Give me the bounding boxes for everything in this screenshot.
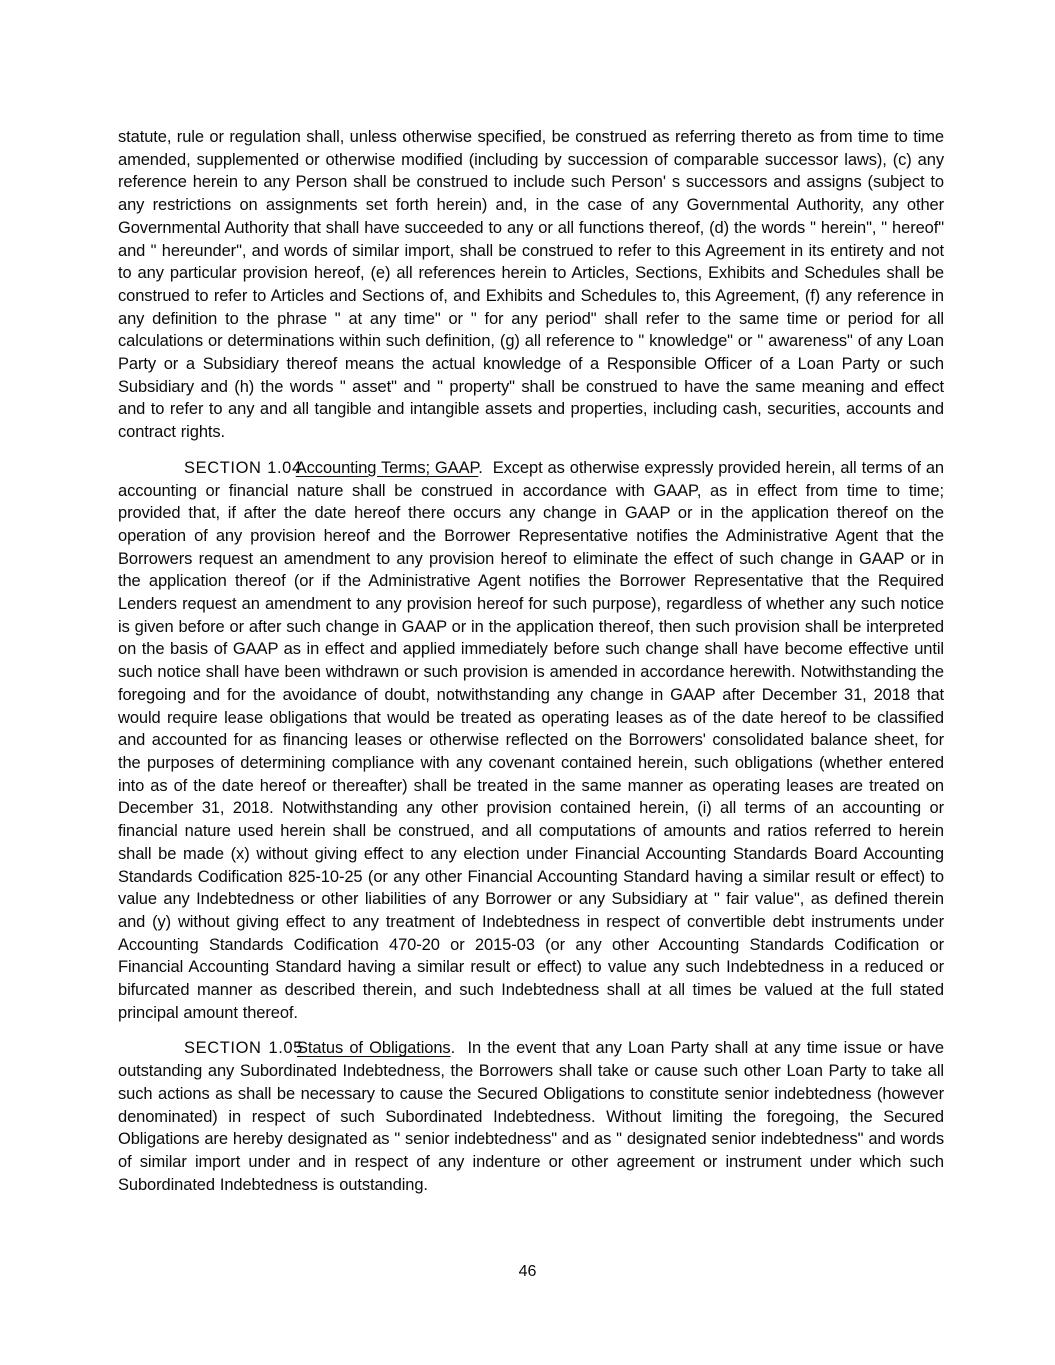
section-1-05-heading: Status of Obligations: [296, 1039, 451, 1058]
paragraph-section-1-04: [118, 457, 944, 1025]
section-1-04-heading-period: .: [478, 458, 483, 477]
section-1-04-heading: Accounting Terms; GAAP: [295, 458, 479, 477]
section-1-04-text: Except as otherwise expressly provided herein, all terms of an accounting or financial nature shall be construed in accordance with GAAP, as in effect from time to time; provided that, if after the date hereof there occurs any change in GAAP or in the application thereof on the operation of any provision hereof and the Borrower Representative notifies the Administrative Agent that the Borrowers request an amendment to any provision hereof to eliminate the effect of such change in GAAP or in the application thereof (or if the Administrative Agent notifies the Borrower Representative that the Required Lenders request an amendment to any provision hereof for such purpose), regardless of whether any such notice is given before or after such change in GAAP or in the application thereof, then such provision shall be interpreted on the basis of GAAP as in effect and applied immediately before such change shall have become effective until such notice shall have been withdrawn or such provision is amended in accordance herewith. Notwithstanding the foregoing and for the avoidance of doubt, notwithstanding any change in GAAP after December 31, 2018 that would require lease obligations that would be treated as operating leases as of the date hereof to be classified and accounted for as financing leases or otherwise reflected on the Borrowers' consolidated balance sheet, for the purposes of determining compliance with any covenant contained herein, such obligations (whether entered into as of the date hereof or thereafter) shall be treated in the same manner as operating leases are treated on December 31, 2018. Notwithstanding any other provision contained herein, (i) all terms of an accounting or financial nature used herein shall be construed, and all computations of amounts and ratios referred to herein shall be made (x) without giving effect to any election under Financial Accounting Standards Board Accounting Standards Codification 825-10-25 (or any other Financial Accounting Standard having a similar result or effect) to value any Indebtedness or other liabilities of any Borrower or any Subsidiary at " fair value", as defined therein and (y) without giving effect to any treatment of Indebtedness in respect of convertible debt instruments under Accounting Standards Codification 470-20 or 2015-03 (or any other Accounting Standards Codification or Financial Accounting Standard having a similar result or effect) to value any such Indebtedness in a reduced or bifurcated manner as described therein, and such Indebtedness shall at all times be valued at the full stated principal amount thereof.: [118, 458, 945, 1022]
document-body: [118, 126, 944, 1209]
section-1-04-label: SECTION 1.04: [184, 458, 302, 477]
paragraph-section-1-05: [118, 1037, 944, 1196]
section-1-05-label: SECTION 1.05: [184, 1039, 303, 1058]
section-1-05-heading-period: .: [450, 1039, 456, 1058]
page-number: 46: [518, 1263, 537, 1280]
section-1-05-text: In the event that any Loan Party shall at any time issue or have outstanding any Subordinated Indebtedness, the Borrowers shall take or cause such other Loan Party to take all such actions as shall be necessary to cause the Secured Obligations to constitute senior indebtedness (however denominated) in respect of such Subordinated Indebtedness. Without limiting the foregoing, the Secured Obligations are hereby designated as " senior indebtedness" and as " designated senior indebtedness" and words of similar import under and in respect of any indenture or other agreement or instrument under which such Subordinated Indebtedness is outstanding.: [118, 1039, 944, 1194]
paragraph-continuation: statute, rule or regulation shall, unless otherwise specified, be construed as referring thereto as from time to time amended, supplemented or otherwise modified (including by succession of comparable successor laws), (c) any reference herein to any Person shall be construed to include such Person' s successors and assigns (subject to any restrictions on assignments set forth herein) and, in the case of any Governmental Authority, any other Governmental Authority that shall have succeeded to any or all functions thereof, (d) the words " herein", " hereof" and " hereunder", and words of similar import, shall be construed to refer to this Agreement in its entirety and not to any particular provision hereof, (e) all references herein to Articles, Sections, Exhibits and Schedules shall be construed to refer to Articles and Sections of, and Exhibits and Schedules to, this Agreement, (f) any reference in any definition to the phrase " at any time" or " for any period" shall refer to the same time or period for all calculations or determinations within such definition, (g) all reference to " knowledge" or " awareness" of any Loan Party or a Subsidiary thereof means the actual knowledge of a Responsible Officer of a Loan Party or such Subsidiary and (h) the words " asset" and " property" shall be construed to have the same meaning and effect and to refer to any and all tangible and intangible assets and properties, including cash, securities, accounts and contract rights.: [118, 128, 944, 442]
